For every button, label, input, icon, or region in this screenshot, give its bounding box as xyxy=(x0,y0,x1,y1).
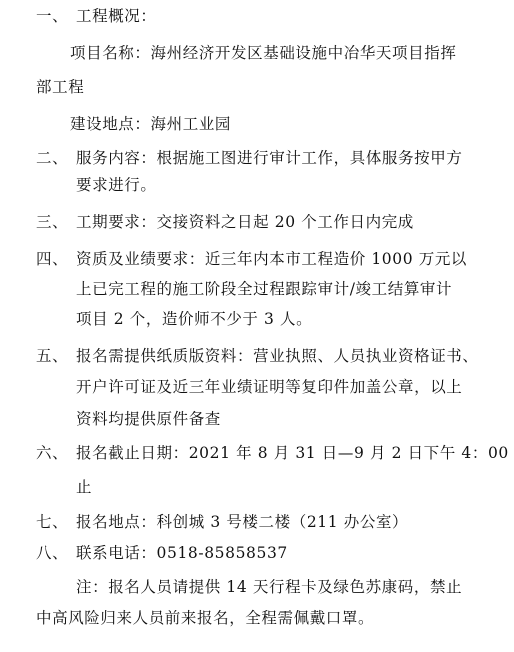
deadline-value-1: 2021 年 8 月 31 日—9 月 2 日下午 4：00 xyxy=(188,444,509,462)
section-8-number: 八、 xyxy=(36,544,69,562)
note-line-1 xyxy=(76,577,462,597)
service-value-1: 根据施工图进行审计工作，具体服务按甲方 xyxy=(156,149,463,167)
note-line-2 xyxy=(36,608,374,628)
location-value: 海州工业园 xyxy=(150,115,232,133)
phone-label: 联系电话： xyxy=(76,544,157,562)
deadline-label: 报名截止日期： xyxy=(76,444,189,462)
service-label: 服务内容： xyxy=(76,149,157,167)
service-value-2: 要求进行。 xyxy=(76,176,157,194)
section-4-line-3 xyxy=(76,309,312,329)
qualification-label: 资质及业绩要求： xyxy=(76,250,205,268)
section-6-number: 六、 xyxy=(36,444,69,462)
section-7-number: 七、 xyxy=(36,513,69,531)
qualification-value-3: 项目 2 个，造价师不少于 3 人。 xyxy=(76,310,313,328)
section-1-title: 工程概况： xyxy=(76,7,157,25)
section-5-line-1 xyxy=(36,346,479,366)
section-6-line-2 xyxy=(76,477,92,497)
section-4-line-2 xyxy=(76,279,452,299)
project-name-value-2: 部工程 xyxy=(36,78,85,96)
documents-value-2: 开户许可证及近三年业绩证明等复印件加盖公章，以上 xyxy=(76,378,463,396)
section-2-line-2 xyxy=(76,175,157,195)
venue-value: 科创城 3 号楼二楼（211 办公室） xyxy=(156,513,409,531)
deadline-value-2: 止 xyxy=(76,478,93,496)
section-2-number: 二、 xyxy=(36,149,69,167)
note-label: 注： xyxy=(76,578,109,596)
section-6-line-1 xyxy=(36,443,509,463)
schedule-value: 交接资料之日起 20 个工作日内完成 xyxy=(156,213,414,231)
section-5-line-2 xyxy=(76,377,462,397)
venue-label: 报名地点： xyxy=(76,513,157,531)
project-name-line-2 xyxy=(36,77,84,97)
note-value-2: 中高风险归来人员前来报名，全程需佩戴口罩。 xyxy=(36,609,375,627)
section-7-line xyxy=(36,512,408,532)
phone-value: 0518-85858537 xyxy=(156,544,288,562)
project-name-value-1: 海州经济开发区基础设施中冶华天项目指挥 xyxy=(150,44,457,62)
section-5-line-3 xyxy=(76,409,221,429)
schedule-label: 工期要求： xyxy=(76,213,157,231)
project-name-label: 项目名称： xyxy=(70,44,151,62)
qualification-value-2: 上已完工程的施工阶段全过程跟踪审计/竣工结算审计 xyxy=(76,280,453,298)
section-3-line xyxy=(36,212,414,232)
section-1-number: 一、 xyxy=(36,7,69,25)
project-name-line-1 xyxy=(70,43,456,63)
section-4-number: 四、 xyxy=(36,250,69,268)
section-8-line xyxy=(36,543,288,563)
section-1-heading xyxy=(36,6,157,26)
documents-label: 报名需提供纸质版资料： xyxy=(76,347,254,365)
section-2-line-1 xyxy=(36,148,462,168)
section-5-number: 五、 xyxy=(36,347,69,365)
location-label: 建设地点： xyxy=(70,115,151,133)
note-value-1: 报名人员请提供 14 天行程卡及绿色苏康码，禁止 xyxy=(108,578,463,596)
location-line xyxy=(70,114,231,134)
qualification-value-1: 近三年内本市工程造价 1000 万元以 xyxy=(204,250,468,268)
section-3-number: 三、 xyxy=(36,213,69,231)
documents-value-3: 资料均提供原件备查 xyxy=(76,410,221,428)
documents-value-1: 营业执照、人员执业资格证书、 xyxy=(253,347,479,365)
section-4-line-1 xyxy=(36,249,467,269)
